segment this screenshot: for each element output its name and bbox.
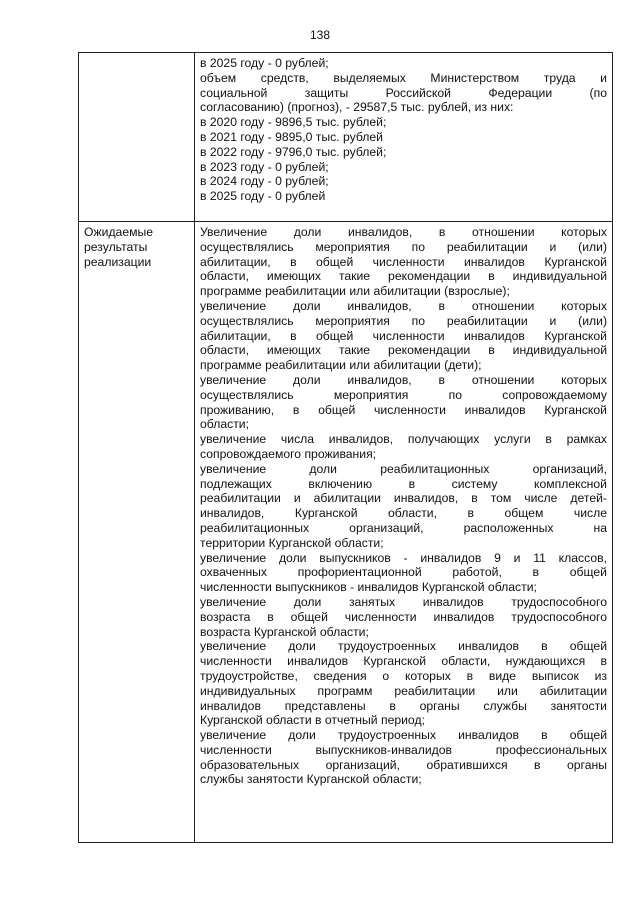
text-line: Курганской области в отчетный период;: [200, 713, 425, 728]
text-line: программе реабилитации или абилитации (взрослые);: [200, 284, 510, 299]
text-line: охваченных профориентационной работой, в общей: [200, 565, 607, 580]
page-number: 138: [309, 28, 331, 42]
text-line: в 2023 году - 0 рублей;: [200, 159, 329, 174]
row-content-cell: [195, 53, 613, 222]
text-line: увеличение доли выпускников - инвалидов 9 и 11 классов,: [200, 550, 607, 565]
text-line: увеличение доли трудоустроенных инвалидов в общей: [200, 639, 607, 654]
text-line: образовательных организаций, обратившихся в органы: [200, 757, 607, 772]
text-line: численности выпускников-инвалидов профессиональных: [200, 742, 607, 757]
text-line: осуществлялись мероприятия по реабилитации и (или): [200, 313, 607, 328]
passport-table: [78, 52, 613, 843]
text-line: осуществлялись мероприятия по сопровождаемому: [200, 387, 607, 402]
table-row-expected-results: [79, 222, 613, 843]
text-line: социальной защиты Российской Федерации (по: [200, 85, 607, 100]
text-line: инвалидов представлены в органы службы занятости: [200, 698, 607, 713]
row-label-cell: [79, 53, 195, 222]
text-line: области, имеющих такие рекомендации в индивидуальной: [200, 343, 607, 358]
text-line: подлежащих включению в систему комплексной: [200, 476, 607, 491]
row-label: [79, 222, 194, 269]
funding-text: [195, 53, 612, 208]
text-line: в 2025 году - 0 рублей;: [200, 56, 329, 70]
text-line: увеличение доли инвалидов, в отношении которых: [200, 372, 607, 387]
text-line: территории Курганской области;: [200, 535, 384, 550]
text-line: Увеличение доли инвалидов, в отношении которых: [200, 225, 607, 239]
row-content-cell: [195, 222, 613, 843]
text-line: в 2022 году - 9796,0 тыс. рублей;: [200, 144, 387, 159]
label-line: реализации: [84, 254, 152, 269]
text-line: программе реабилитации или абилитации (дети);: [200, 358, 482, 373]
text-line: реабилитационных организаций, расположенных на: [200, 520, 607, 535]
expected-results-text: [195, 222, 612, 791]
text-line: инвалидов, Курганской области, в общем числе: [200, 506, 607, 521]
text-line: абилитации, в общей численности инвалидов Курганской: [200, 328, 607, 343]
label-line: результаты: [84, 239, 148, 254]
text-line: возраста Курганской области;: [200, 624, 369, 639]
text-line: осуществлялись мероприятия по реабилитации и (или): [200, 239, 607, 254]
text-line: области, имеющих такие рекомендации в индивидуальной: [200, 269, 607, 284]
label-line: Ожидаемые: [84, 225, 154, 239]
text-line: увеличение доли инвалидов, в отношении которых: [200, 298, 607, 313]
row-label-cell: [79, 222, 195, 843]
text-line: проживанию, в общей численности инвалидов Курганской: [200, 402, 607, 417]
text-line: численности выпускников - инвалидов Курганской области;: [200, 580, 537, 595]
text-line: согласованию) (прогноз), - 29587,5 тыс. рублей, из них:: [200, 100, 514, 115]
text-line: службы занятости Курганской области;: [200, 772, 422, 787]
text-line: увеличение доли реабилитационных организаций,: [200, 461, 607, 476]
text-line: трудоустройстве, сведения о которых в виде выписок из: [200, 668, 607, 683]
text-line: области;: [200, 417, 249, 432]
table-row-funding: [79, 53, 613, 222]
text-line: реабилитации и абилитации инвалидов, в том числе детей-: [200, 491, 607, 506]
text-line: абилитации, в общей численности инвалидов Курганской: [200, 254, 607, 269]
text-line: численности инвалидов Курганской области, нуждающихся в: [200, 654, 607, 669]
text-line: увеличение числа инвалидов, получающих услуги в рамках: [200, 432, 607, 447]
text-line: в 2021 году - 9895,0 тыс. рублей: [200, 129, 383, 144]
text-line: увеличение доли занятых инвалидов трудоспособного: [200, 594, 607, 609]
text-line: возраста в общей численности инвалидов трудоспособного: [200, 609, 607, 624]
text-line: увеличение доли трудоустроенных инвалидов в общей: [200, 728, 607, 743]
text-line: в 2024 году - 0 рублей;: [200, 174, 329, 189]
text-line: объем средств, выделяемых Министерством труда и: [200, 70, 607, 85]
text-line: в 2025 году - 0 рублей: [200, 189, 326, 204]
text-line: в 2020 году - 9896,5 тыс. рублей;: [200, 115, 387, 130]
text-line: сопровождаемого проживания;: [200, 446, 377, 461]
row-label: [79, 53, 194, 56]
text-line: индивидуальных программ реабилитации или абилитации: [200, 683, 607, 698]
